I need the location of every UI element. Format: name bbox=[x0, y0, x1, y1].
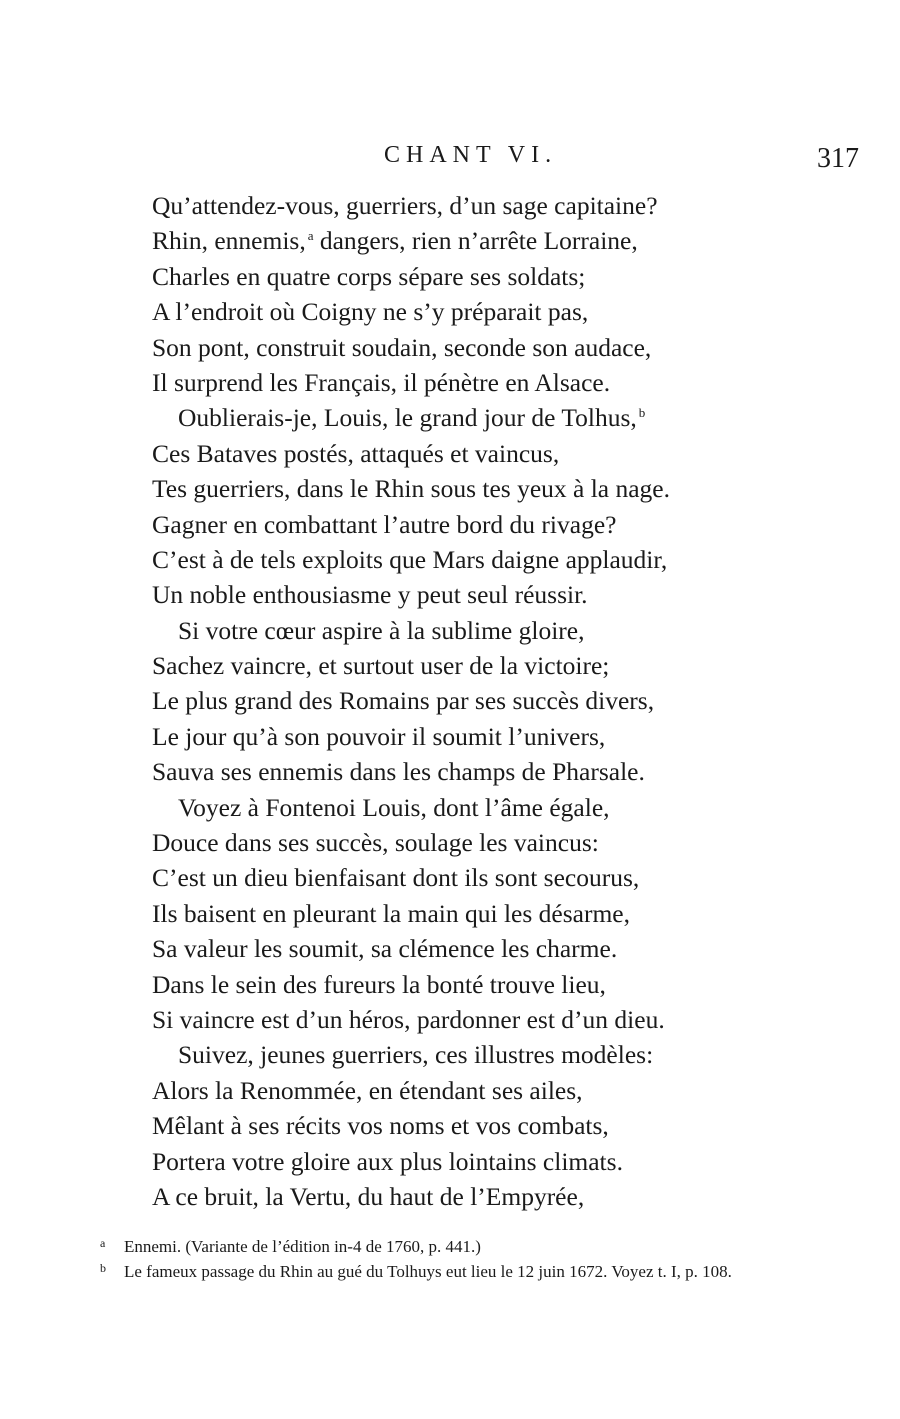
verse-text: Son pont, construit soudain, seconde son audace, bbox=[152, 332, 652, 362]
verse-text: Gagner en combattant l’autre bord du rivage? bbox=[152, 509, 617, 539]
verse-line bbox=[152, 860, 772, 895]
footnotes bbox=[100, 1234, 880, 1284]
verse-line bbox=[152, 754, 772, 789]
footnote-text: Le fameux passage du Rhin au gué du Tolhuys eut lieu le 12 juin 1672. Voyez t. I, p. 108. bbox=[124, 1262, 732, 1281]
verse-text-continuation: dangers, rien n’arrête Lorraine, bbox=[313, 226, 638, 256]
verse-line bbox=[152, 1073, 772, 1108]
verse-text: A ce bruit, la Vertu, du haut de l’Empyrée, bbox=[152, 1181, 585, 1211]
footnote bbox=[100, 1234, 880, 1259]
verse-line bbox=[152, 471, 772, 506]
verse-text: Tes guerriers, dans le Rhin sous tes yeux à la nage. bbox=[152, 474, 670, 504]
chapter-title: CHANT VI. bbox=[384, 142, 558, 168]
verse-text: Ils baisent en pleurant la main qui les désarme, bbox=[152, 898, 630, 928]
verse-line bbox=[152, 1037, 772, 1072]
footnote bbox=[100, 1259, 880, 1284]
verse-line bbox=[152, 1108, 772, 1143]
verse-line bbox=[152, 436, 772, 471]
footnote-reference[interactable]: b bbox=[638, 405, 646, 421]
verse-text: Sachez vaincre, et surtout user de la victoire; bbox=[152, 651, 610, 681]
verse-line bbox=[152, 507, 772, 542]
verse-text: Le plus grand des Romains par ses succès divers, bbox=[152, 686, 655, 716]
verse-text: Un noble enthousiasme y peut seul réussir. bbox=[152, 580, 588, 610]
verse-line bbox=[152, 790, 772, 825]
verse-text: Douce dans ses succès, soulage les vaincus: bbox=[152, 828, 599, 858]
verse-text: C’est un dieu bienfaisant dont ils sont secourus, bbox=[152, 863, 640, 893]
page-number: 317 bbox=[817, 143, 859, 174]
verse-text: Alors la Renommée, en étendant ses ailes, bbox=[152, 1075, 583, 1105]
verse-line bbox=[152, 931, 772, 966]
verse-line bbox=[152, 259, 772, 294]
verse-text: Suivez, jeunes guerriers, ces illustres modèles: bbox=[178, 1040, 654, 1070]
verse-line bbox=[152, 719, 772, 754]
verse-line bbox=[152, 1179, 772, 1214]
verse-text: A l’endroit où Coigny ne s’y préparait pas, bbox=[152, 297, 589, 327]
verse-text: Le jour qu’à son pouvoir il soumit l’univers, bbox=[152, 721, 606, 751]
verse-text: Il surprend les Français, il pénètre en Alsace. bbox=[152, 367, 611, 397]
footnote-text: Ennemi. (Variante de l’édition in-4 de 1760, p. 441.) bbox=[124, 1237, 481, 1256]
verse-line bbox=[152, 613, 772, 648]
verse-text: Sauva ses ennemis dans les champs de Pharsale. bbox=[152, 757, 645, 787]
verse-text: Portera votre gloire aux plus lointains climats. bbox=[152, 1146, 623, 1176]
verse-line bbox=[152, 223, 772, 258]
verse-text: Charles en quatre corps sépare ses soldats; bbox=[152, 261, 586, 291]
verse-text: Oublierais-je, Louis, le grand jour de Tolhus, bbox=[178, 403, 637, 433]
verse-text: C’est à de tels exploits que Mars daigne applaudir, bbox=[152, 544, 668, 574]
verse-line bbox=[152, 365, 772, 400]
verse-text: Rhin, ennemis, bbox=[152, 226, 306, 256]
verse-line bbox=[152, 1002, 772, 1037]
footnote-marker: a bbox=[100, 1236, 106, 1250]
verse-line bbox=[152, 577, 772, 612]
verse-text: Qu’attendez-vous, guerriers, d’un sage capitaine? bbox=[152, 191, 658, 220]
verse-text: Dans le sein des fureurs la bonté trouve lieu, bbox=[152, 969, 606, 999]
verse-text: Voyez à Fontenoi Louis, dont l’âme égale, bbox=[178, 792, 610, 822]
verse-line bbox=[152, 896, 772, 931]
verse-line bbox=[152, 825, 772, 860]
verse-line bbox=[152, 683, 772, 718]
verse-line bbox=[152, 188, 772, 223]
verse-line bbox=[152, 967, 772, 1002]
verse-text: Ces Bataves postés, attaqués et vaincus, bbox=[152, 438, 560, 468]
verse-text: Mêlant à ses récits vos noms et vos combats, bbox=[152, 1111, 609, 1141]
footnote-marker: b bbox=[100, 1261, 106, 1275]
verse-line bbox=[152, 1144, 772, 1179]
footnote-reference[interactable]: a bbox=[307, 228, 314, 244]
running-head bbox=[0, 140, 900, 174]
verse-text: Si vaincre est d’un héros, pardonner est d’un dieu. bbox=[152, 1004, 665, 1034]
verse-line bbox=[152, 330, 772, 365]
verse-line bbox=[152, 294, 772, 329]
verse-text: Sa valeur les soumit, sa clémence les charme. bbox=[152, 934, 618, 964]
verse-line bbox=[152, 542, 772, 577]
poem-body bbox=[152, 188, 772, 1214]
verse-line bbox=[152, 400, 772, 435]
verse-text: Si votre cœur aspire à la sublime gloire, bbox=[178, 615, 585, 645]
verse-line bbox=[152, 648, 772, 683]
